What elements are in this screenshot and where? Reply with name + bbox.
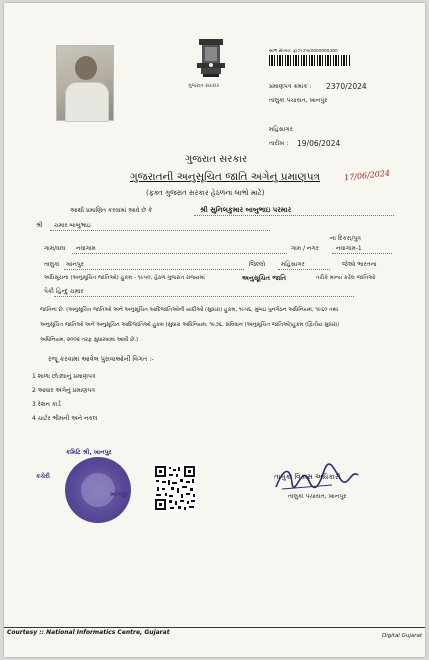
district-label: જિલ્લો — [249, 261, 266, 268]
village-label: ગામ/વાઘ — [44, 245, 66, 252]
town-value: નવાગામ-1 — [336, 245, 362, 252]
among-label: પૈકી — [44, 288, 54, 295]
village-value: નવાગામ — [76, 245, 96, 252]
caste-type: અનુસૂચિત જાતિ — [242, 274, 287, 282]
government-title: ગુજરાત સરકાર — [185, 154, 248, 165]
legal-paragraph-line1: જાતિના છે. (અનુસૂચિત જાતિઓ અને અનુસૂચિત આદિજાતિઓની યાદીઓ (સુધારા) હુકમ, ૧૯૫૬, મુંબઇ પુનર્ગઠન અધિનિયમ, ૧૯૬૦ તથા — [40, 307, 339, 313]
footer-brand: Digital Gujarat — [382, 633, 423, 639]
certificate-main-title: ગુજરાતની અનુસૂચિત જાતિ અંગેનું પ્રમાણપત્ર — [130, 171, 320, 183]
caste-value: હિન્દુ ચમાર — [56, 288, 84, 295]
village-line — [72, 253, 287, 254]
document-item: 3 રેશન કાર્ડ — [32, 401, 61, 408]
father-name: ચમાર બાબુભાઇ — [54, 222, 91, 229]
official-seal-icon — [65, 457, 131, 523]
emblem-caption: ગુજરાત સરકાર — [188, 83, 220, 89]
town-label: ગામ / નગર — [291, 245, 319, 252]
footer-divider — [4, 627, 425, 628]
handwritten-date: 17/06/2024 — [343, 168, 391, 183]
qr-code-icon[interactable] — [153, 464, 197, 512]
order-text: અધિસૂચના (અનુસૂચિત જાતિઓ) હુકમ - ૧૯૫૦, હેઠળ ગુજરાત રાજ્યમાં — [44, 275, 205, 281]
photo-head — [75, 56, 97, 80]
cert-no-label: પ્રમાણપત્ર ક્રમાંક : — [269, 83, 312, 90]
intro-text: આથી પ્રમાણિત કરવામાં આવે છે કે — [70, 207, 153, 214]
office-name: તાલુકા પંચાયત, ખાનપુર — [269, 97, 328, 104]
footer-courtesy: Courtesy :: National Informatics Centre, Gujarat — [7, 629, 170, 636]
legal-paragraph-line3: અધિનિયમ, ૨૦૦૨ તરફ સુધારવામાં આવી છે.) — [40, 337, 139, 343]
certificate-page — [4, 3, 425, 657]
holder-name: શ્રી સુનિલકુમાર બાબુભાઇ પરમાર — [200, 206, 292, 214]
taluka-label: તાલુકા — [44, 261, 60, 268]
date-value: 19/06/2024 — [297, 139, 341, 148]
document-item: 2 આધાર અંગેનું પ્રમાણપત્ર — [32, 387, 95, 394]
seal-right-text: ખાનપુર — [110, 491, 128, 498]
documents-heading: રજૂ કરવામાં આવેલ પુરાવાઓની વિગત :- — [48, 355, 154, 363]
photo-body — [65, 82, 109, 122]
cert-no-value: 2370/2024 — [326, 82, 367, 91]
father-name-line — [50, 230, 270, 231]
recognized-text: તરીકે માન્ય કરેલ જાતિઓ — [316, 275, 376, 281]
taluka-line — [64, 269, 244, 270]
seal-left-text: કચેરી — [36, 473, 50, 480]
signatory-title: તાલુકા વિકાસ અધિકારી — [274, 473, 341, 481]
state-label: જેઓ ભારતના — [342, 261, 377, 268]
district-line — [278, 269, 330, 270]
seal-top-text: કમિટિ શ્રી, ખાનપુર — [66, 449, 112, 456]
barcode-text: સાભ સંખ્યા: ફાઝાઝ્ય૦૨૦૦૦૦૨૩૨૦ — [269, 49, 338, 54]
district-value: મહિસાગર — [281, 261, 305, 268]
legal-paragraph-line2: અનુસૂચિત જાતિઓ અને અનુસૂચિત આદિજાતિઓ હુકમ (સુધારા અધિનિયમ, ૧૯૭૬, સંવિધાન (અનુસૂચિત જાતિઓ)હુકમ (દ્વિતીય સુધારા) — [40, 322, 340, 328]
document-item: 4 ચાર્ટર ભીમની અને નકલ — [32, 415, 98, 422]
date-label: તારીખ : — [269, 140, 289, 147]
signatory-office: તાલુકા પંચાયત, ખાનપુર — [288, 493, 347, 500]
town-line — [332, 253, 392, 254]
caste-line — [54, 296, 354, 297]
taluka-value: ખાનપુર — [66, 261, 84, 268]
document-item: 1 શાળા છોડ્યાનું પ્રમાણપત્ર — [32, 373, 96, 380]
barcode — [269, 55, 351, 66]
place-name: મહિસાગર — [269, 126, 293, 133]
sri-label: શ્રી — [36, 222, 43, 229]
certificate-subtitle: (ફક્ત ગુજરાત સરકાર હેઠળના લાભો માટે) — [146, 189, 265, 197]
holder-photo — [56, 45, 114, 121]
holder-name-line — [194, 215, 394, 216]
relation-label: ના દિકરા/પુત્ર — [330, 235, 361, 242]
